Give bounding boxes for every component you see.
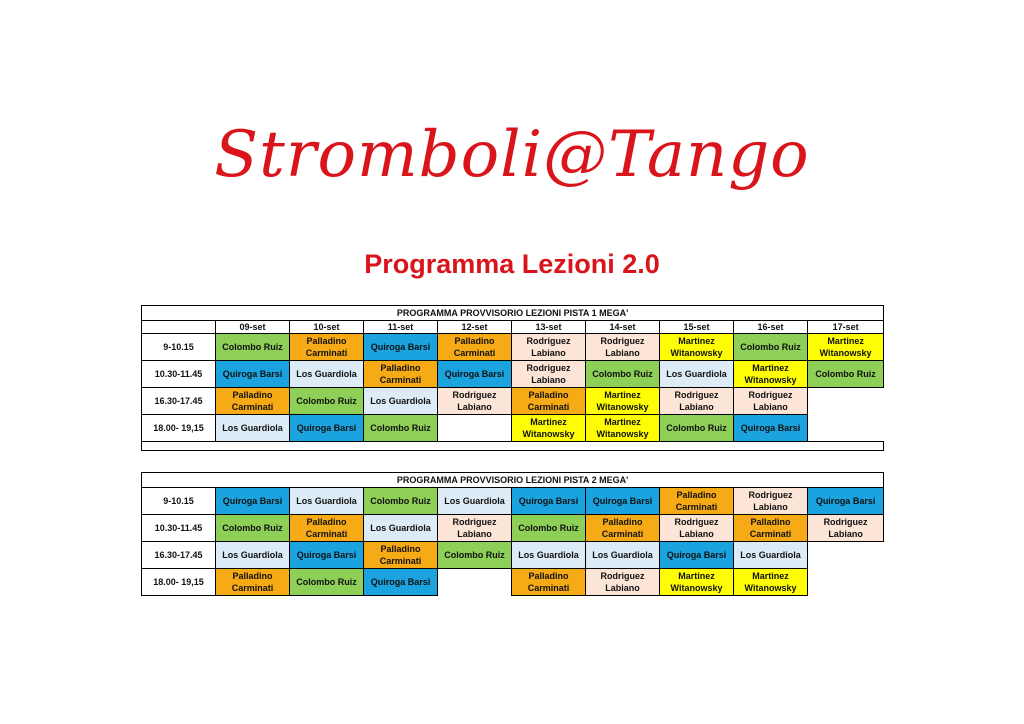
lesson-cell: Palladino Carminati	[512, 388, 586, 415]
lesson-cell: Quiroga Barsi	[438, 361, 512, 388]
lesson-cell: Rodriguez Labiano	[512, 334, 586, 361]
lesson-cell: Rodriguez Labiano	[586, 334, 660, 361]
lesson-cell: Rodriguez Labiano	[438, 515, 512, 542]
lesson-cell: Los Guardiola	[512, 542, 586, 569]
time-slot-label: 18.00- 19,15	[142, 415, 216, 442]
time-slot-label: 10.30-11.45	[142, 515, 216, 542]
time-slot-label: 16.30-17.45	[142, 388, 216, 415]
time-slot-row	[142, 334, 884, 361]
date-header: 16-set	[734, 321, 808, 334]
date-header-row	[142, 321, 884, 334]
lesson-cell: Rodriguez Labiano	[512, 361, 586, 388]
time-slot-row	[142, 569, 884, 596]
time-slot-row	[142, 488, 884, 515]
empty-cell	[808, 415, 884, 442]
spacer-row	[142, 442, 884, 451]
time-slot-row	[142, 415, 884, 442]
date-header: 12-set	[438, 321, 512, 334]
lesson-cell: Martinez Witanowsky	[512, 415, 586, 442]
lesson-cell: Rodriguez Labiano	[660, 515, 734, 542]
time-slot-row	[142, 542, 884, 569]
page-title: Programma Lezioni 2.0	[364, 249, 660, 279]
lesson-cell: Colombo Ruiz	[216, 334, 290, 361]
lesson-cell: Los Guardiola	[216, 542, 290, 569]
lesson-cell: Martinez Witanowsky	[660, 334, 734, 361]
date-header: 17-set	[808, 321, 884, 334]
date-header: 14-set	[586, 321, 660, 334]
lesson-cell: Colombo Ruiz	[364, 415, 438, 442]
lesson-cell: Colombo Ruiz	[290, 569, 364, 596]
lesson-cell: Rodriguez Labiano	[438, 388, 512, 415]
lesson-cell: Quiroga Barsi	[216, 488, 290, 515]
empty-cell	[808, 542, 884, 569]
date-header: 09-set	[216, 321, 290, 334]
lesson-cell: Quiroga Barsi	[364, 334, 438, 361]
time-slot-label: 10.30-11.45	[142, 361, 216, 388]
date-header: 11-set	[364, 321, 438, 334]
time-slot-label: 9-10.15	[142, 334, 216, 361]
time-slot-row	[142, 361, 884, 388]
lesson-cell: Quiroga Barsi	[364, 569, 438, 596]
lesson-cell: Quiroga Barsi	[660, 542, 734, 569]
lesson-cell: Palladino Carminati	[660, 488, 734, 515]
schedule-pista-1	[141, 305, 883, 451]
lesson-cell: Colombo Ruiz	[586, 361, 660, 388]
lesson-cell: Colombo Ruiz	[660, 415, 734, 442]
lesson-cell: Rodriguez Labiano	[734, 488, 808, 515]
lesson-cell: Martinez Witanowsky	[808, 334, 884, 361]
lesson-cell: Martinez Witanowsky	[734, 361, 808, 388]
lesson-cell: Rodriguez Labiano	[734, 388, 808, 415]
time-slot-row	[142, 388, 884, 415]
spacer-cell	[142, 442, 884, 451]
lesson-cell: Los Guardiola	[290, 361, 364, 388]
lesson-cell: Colombo Ruiz	[216, 515, 290, 542]
date-header: 13-set	[512, 321, 586, 334]
lesson-cell: Los Guardiola	[216, 415, 290, 442]
lesson-cell: Quiroga Barsi	[808, 488, 884, 515]
lesson-cell: Quiroga Barsi	[512, 488, 586, 515]
lesson-cell: Martinez Witanowsky	[734, 569, 808, 596]
lesson-cell: Colombo Ruiz	[290, 388, 364, 415]
logo-stromboli-tango: Stromboli@Tango	[214, 118, 810, 192]
lesson-cell: Palladino Carminati	[290, 515, 364, 542]
lesson-cell: Los Guardiola	[586, 542, 660, 569]
schedule-table	[141, 472, 884, 596]
lesson-cell: Colombo Ruiz	[364, 488, 438, 515]
lesson-cell: Los Guardiola	[734, 542, 808, 569]
lesson-cell: Palladino Carminati	[586, 515, 660, 542]
lesson-cell: Palladino Carminati	[290, 334, 364, 361]
lesson-cell: Los Guardiola	[438, 488, 512, 515]
lesson-cell: Rodriguez Labiano	[660, 388, 734, 415]
date-header: 10-set	[290, 321, 364, 334]
lesson-cell: Quiroga Barsi	[216, 361, 290, 388]
lesson-cell: Palladino Carminati	[364, 361, 438, 388]
time-slot-label: 9-10.15	[142, 488, 216, 515]
lesson-cell: Colombo Ruiz	[512, 515, 586, 542]
date-header: 15-set	[660, 321, 734, 334]
lesson-cell: Colombo Ruiz	[808, 361, 884, 388]
lesson-cell: Martinez Witanowsky	[586, 388, 660, 415]
schedule-table	[141, 305, 884, 451]
lesson-cell: Palladino Carminati	[734, 515, 808, 542]
lesson-cell: Colombo Ruiz	[438, 542, 512, 569]
lesson-cell: Palladino Carminati	[364, 542, 438, 569]
empty-cell	[808, 569, 884, 596]
time-slot-label: 18.00- 19,15	[142, 569, 216, 596]
time-slot-row	[142, 515, 884, 542]
schedule-title-row	[142, 306, 884, 321]
lesson-cell: Los Guardiola	[660, 361, 734, 388]
lesson-cell: Quiroga Barsi	[586, 488, 660, 515]
lesson-cell: Quiroga Barsi	[290, 415, 364, 442]
empty-cell	[808, 388, 884, 415]
schedule-title: PROGRAMMA PROVVISORIO LEZIONI PISTA 2 MEGA'	[142, 473, 884, 488]
schedule-title: PROGRAMMA PROVVISORIO LEZIONI PISTA 1 MEGA'	[142, 306, 884, 321]
lesson-cell: Martinez Witanowsky	[586, 415, 660, 442]
lesson-cell: Rodriguez Labiano	[586, 569, 660, 596]
lesson-cell: Los Guardiola	[364, 388, 438, 415]
header-blank	[142, 321, 216, 334]
lesson-cell: Colombo Ruiz	[734, 334, 808, 361]
lesson-cell: Quiroga Barsi	[734, 415, 808, 442]
lesson-cell: Palladino Carminati	[216, 388, 290, 415]
lesson-cell: Los Guardiola	[290, 488, 364, 515]
time-slot-label: 16.30-17.45	[142, 542, 216, 569]
lesson-cell: Rodriguez Labiano	[808, 515, 884, 542]
lesson-cell: Los Guardiola	[364, 515, 438, 542]
schedule-title-row	[142, 473, 884, 488]
lesson-cell: Palladino Carminati	[512, 569, 586, 596]
empty-cell	[438, 415, 512, 442]
schedule-pista-2	[141, 472, 883, 596]
lesson-cell: Palladino Carminati	[438, 334, 512, 361]
lesson-cell: Quiroga Barsi	[290, 542, 364, 569]
empty-cell	[438, 569, 512, 596]
lesson-cell: Palladino Carminati	[216, 569, 290, 596]
lesson-cell: Martinez Witanowsky	[660, 569, 734, 596]
